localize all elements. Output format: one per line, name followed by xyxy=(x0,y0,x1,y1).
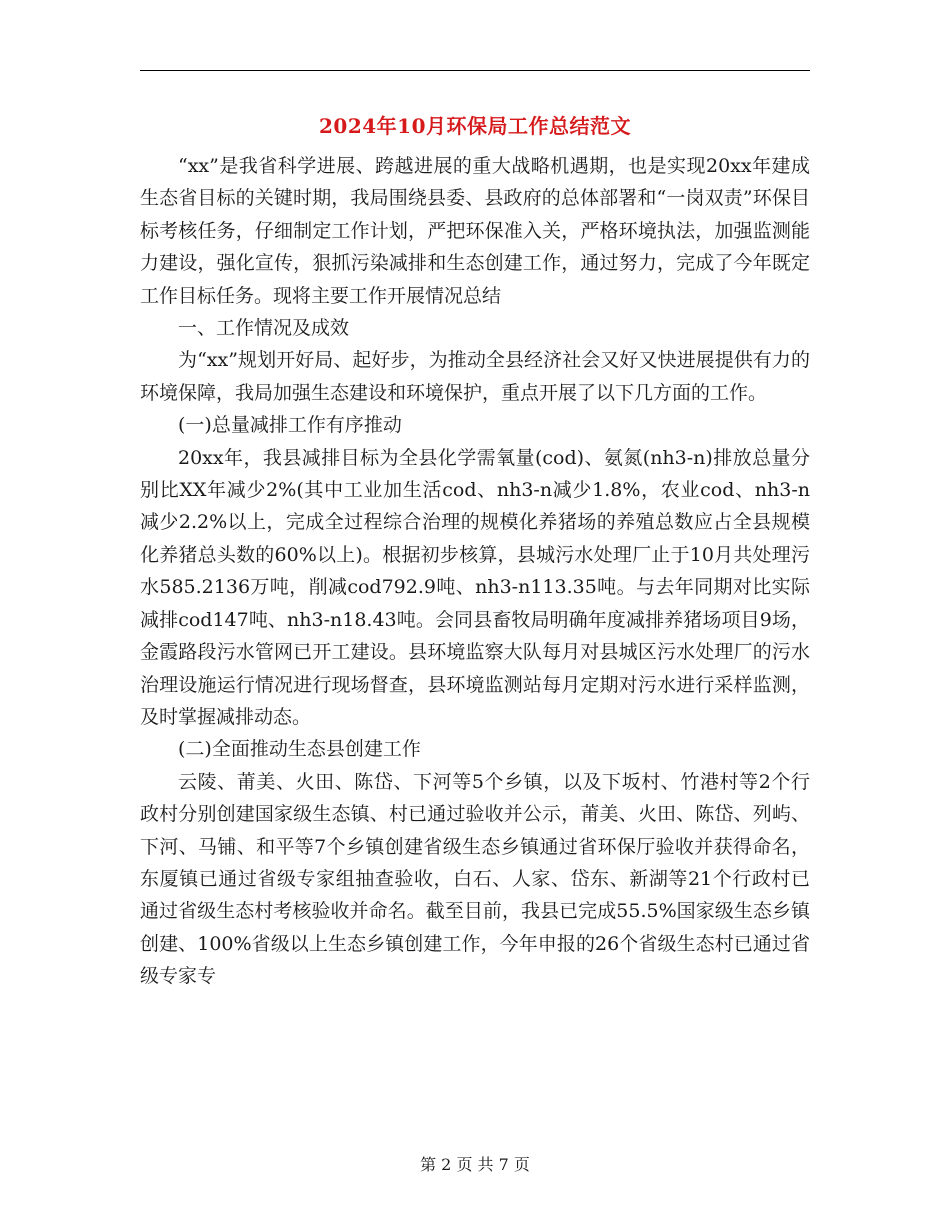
header-rule xyxy=(140,70,810,71)
subsection-heading-2: (二)全面推动生态县创建工作 xyxy=(178,738,421,761)
subsection-heading-1: (一)总量减排工作有序推动 xyxy=(178,414,402,437)
paragraph-intro: “xx”是我省科学进展、跨越进展的重大战略机遇期，也是实现20xx年建成生态省目标的关键时期，我局围绕县委、县政府的总体部署和“一岗双责”环保目标考核任务，仔细制定工作计划，严把环保准入关，严格环境执法，加强监测能力建设，强化宣传，狠抓污染减排和生态创建工作，通过努力，完成了今年既定工作目标任务。现将主要工作开展情况总结 xyxy=(140,155,810,307)
paragraph-emission-reduction: 20xx年，我县减排目标为全县化学需氧量(cod)、氨氮(nh3-n)排放总量分别比XX年减少2%(其中工业加生活cod、nh3-n减少1.8%，农业cod、nh3-n减少2.2%以上，完成全过程综合治理的规模化养猪场的养殖总数应占全县规模化养猪总头数的60%以上)。根据初步核算，县城污水处理厂止于10月共处理污水585.2136万吨，削减cod792.9吨、nh3-n113.35吨。与去年同期对比实际减排cod147吨、nh3-n18.43吨。会同县畜牧局明确年度减排养猪场项目9场，金霞路段污水管网已开工建设。县环境监察大队每月对县城区污水处理厂的污水治理设施运行情况进行现场督查，县环境监测站每月定期对污水进行采样监测，及时掌握减排动态。 xyxy=(140,446,810,728)
document-title: 2024年10月环保局工作总结范文 xyxy=(319,114,631,138)
paragraph-section-1: 为“xx”规划开好局、起好步，为推动全县经济社会又好又快进展提供有力的环境保障，我局加强生态建设和环境保护，重点开展了以下几方面的工作。 xyxy=(140,349,810,404)
document-body xyxy=(140,150,810,993)
page-number-footer: 第 2 页 共 7 页 xyxy=(420,1155,530,1174)
paragraph-ecological-county: 云陵、莆美、火田、陈岱、下河等5个乡镇，以及下坂村、竹港村等2个行政村分别创建国家级生态镇、村已通过验收并公示，莆美、火田、陈岱、列屿、下河、马铺、和平等7个乡镇创建省级生态乡镇通过省环保厅验收并获得命名，东厦镇已通过省级专家组抽查验收，白石、人家、岱东、新湖等21个行政村已通过省级生态村考核验收并命名。截至目前，我县已完成55.5%国家级生态乡镇创建、100%省级以上生态乡镇创建工作，今年申报的26个省级生态村已通过省级专家专 xyxy=(140,770,810,988)
section-heading-1: 一、工作情况及成效 xyxy=(178,317,350,340)
